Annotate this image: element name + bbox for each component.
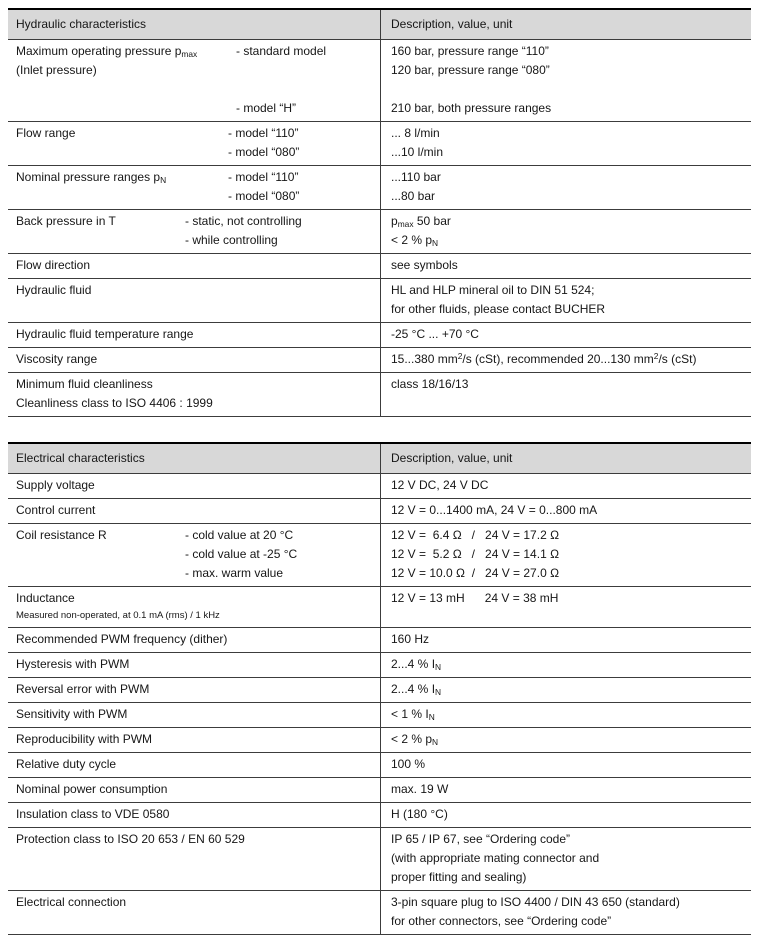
property-text-line: Hysteresis with PWM	[16, 657, 130, 671]
value-cell	[380, 753, 751, 777]
value-text-line: proper fitting and sealing)	[391, 870, 527, 884]
property-text-line: Nominal power consumption	[16, 782, 168, 796]
table-row	[8, 753, 751, 778]
sub-label-line: - model “080”	[228, 145, 300, 159]
property-cell	[8, 778, 380, 802]
sub-label-group	[236, 42, 326, 118]
sub-label-line: - model “H”	[236, 101, 297, 115]
table-row	[8, 348, 751, 373]
property-cell	[8, 210, 380, 253]
value-cell	[380, 828, 751, 890]
value-cell	[380, 210, 751, 253]
property-text-line: Hydraulic fluid temperature range	[16, 327, 194, 341]
property-cell	[8, 753, 380, 777]
property-text-line: Cleanliness class to ISO 4406 : 1999	[16, 396, 213, 410]
value-text-line: 210 bar, both pressure ranges	[391, 101, 552, 115]
property-cell	[8, 348, 380, 372]
property-text-line: Reproducibility with PWM	[16, 732, 153, 746]
value-text-line: max. 19 W	[391, 782, 449, 796]
value-cell	[380, 348, 751, 372]
value-cell	[380, 803, 751, 827]
sub-label-line: - cold value at -25 °C	[185, 547, 298, 561]
table-row	[8, 628, 751, 653]
table-header-property-label: Electrical characteristics	[16, 451, 145, 465]
table-header-value-label: Description, value, unit	[391, 17, 513, 31]
table-header-row	[8, 10, 751, 40]
table-row	[8, 828, 751, 891]
property-cell	[8, 803, 380, 827]
value-text-line: < 1 % $I_N$	[391, 707, 435, 723]
value-text-line: 2...4 % $I_N$	[391, 657, 442, 673]
value-cell	[380, 499, 751, 523]
value-text-line: 12 V = 13 mH 24 V = 38 mH	[391, 591, 559, 605]
table-row	[8, 279, 751, 323]
property-text-line: Hydraulic fluid	[16, 283, 92, 297]
value-text-line: 100 %	[391, 757, 426, 771]
sub-label-line: - cold value at 20 °C	[185, 528, 294, 542]
property-text-line: Nominal pressure ranges $p_N$	[16, 170, 167, 186]
property-text-line: Insulation class to VDE 0580	[16, 807, 170, 821]
table-row	[8, 499, 751, 524]
property-cell	[8, 474, 380, 498]
value-text-line: 12 V = 5.2 Ω / 24 V = 14.1 Ω	[391, 547, 560, 561]
property-text-line: Measured non-operated, at 0.1 mA (rms) / 1 kHz	[16, 610, 220, 621]
value-text-line: ...110 bar	[391, 170, 441, 184]
value-text-line: 160 bar, pressure range “110”	[391, 44, 549, 58]
table-header-value	[380, 10, 751, 39]
value-text-line: $p_{max}$ 50 bar	[391, 214, 451, 230]
property-cell	[8, 524, 380, 586]
property-text-line: (Inlet pressure)	[16, 63, 97, 77]
value-cell	[380, 524, 751, 586]
value-cell	[380, 279, 751, 322]
value-cell	[380, 653, 751, 677]
table-row	[8, 524, 751, 587]
property-text-line: Recommended PWM frequency (dither)	[16, 632, 228, 646]
table-row	[8, 474, 751, 499]
property-text-line: Sensitivity with PWM	[16, 707, 128, 721]
value-cell	[380, 166, 751, 209]
table-header-value-label: Description, value, unit	[391, 451, 513, 465]
table-body	[8, 474, 751, 935]
value-cell	[380, 474, 751, 498]
property-text-line: Viscosity range	[16, 352, 98, 366]
value-cell	[380, 628, 751, 652]
value-text-line: -25 °C ... +70 °C	[391, 327, 479, 341]
table-row	[8, 323, 751, 348]
sub-label-line: - max. warm value	[185, 566, 284, 580]
table-row	[8, 891, 751, 935]
property-cell	[8, 254, 380, 278]
table-header-property	[8, 444, 380, 473]
value-text-line: 160 Hz	[391, 632, 430, 646]
property-cell	[8, 828, 380, 890]
sub-label-group	[185, 526, 297, 583]
sub-label-line: - model “080”	[228, 189, 300, 203]
table-row	[8, 254, 751, 279]
table-row	[8, 803, 751, 828]
value-cell	[380, 703, 751, 727]
property-text-line: Reversal error with PWM	[16, 682, 150, 696]
value-cell	[380, 323, 751, 347]
property-text-line: Flow direction	[16, 258, 91, 272]
sub-label-line	[236, 61, 326, 80]
value-text-line: 3-pin square plug to ISO 4400 / DIN 43 650 (standard)	[391, 895, 680, 909]
property-cell	[8, 653, 380, 677]
table-row	[8, 210, 751, 254]
property-cell	[8, 587, 380, 627]
sub-label-group	[228, 124, 299, 162]
sub-label-line: - standard model	[236, 44, 327, 58]
property-cell	[8, 323, 380, 347]
value-text-line: IP 65 / IP 67, see “Ordering code”	[391, 832, 570, 846]
table-header-property-label: Hydraulic characteristics	[16, 17, 147, 31]
property-text-line: Supply voltage	[16, 478, 95, 492]
table-row	[8, 122, 751, 166]
value-cell	[380, 40, 751, 121]
value-cell	[380, 778, 751, 802]
value-cell	[380, 891, 751, 934]
value-text-line: 120 bar, pressure range “080”	[391, 63, 550, 77]
table-header-row	[8, 444, 751, 474]
value-cell	[380, 678, 751, 702]
table-header-value	[380, 444, 751, 473]
value-text-line: 12 V DC, 24 V DC	[391, 478, 489, 492]
sub-label-line: - while controlling	[185, 233, 278, 247]
value-text-line: (with appropriate mating connector and	[391, 851, 600, 865]
sub-label-group	[185, 212, 302, 250]
sub-label-line: - model “110”	[228, 170, 299, 184]
electrical-characteristics-table	[8, 442, 751, 935]
value-text-line	[391, 80, 747, 99]
property-cell	[8, 891, 380, 934]
value-text-line: < 2 % $p_N$	[391, 233, 439, 249]
property-text-line: Maximum operating pressure $p_{max}$	[16, 44, 198, 60]
property-cell	[8, 678, 380, 702]
hydraulic-characteristics-table	[8, 8, 751, 417]
value-text-line: 12 V = 0...1400 mA, 24 V = 0...800 mA	[391, 503, 598, 517]
property-text-line: Flow range	[16, 126, 76, 140]
table-row	[8, 728, 751, 753]
property-cell	[8, 373, 380, 416]
property-cell	[8, 499, 380, 523]
property-text-line: Control current	[16, 503, 96, 517]
sub-label-group	[228, 168, 299, 206]
value-cell	[380, 587, 751, 627]
value-text-line: class 18/16/13	[391, 377, 469, 391]
table-header-property	[8, 10, 380, 39]
table-row	[8, 587, 751, 628]
property-cell	[8, 279, 380, 322]
table-row	[8, 678, 751, 703]
property-cell	[8, 728, 380, 752]
value-text-line: 15...380 $mm^2/s$ (cSt), recommended 20...130 $mm^2/s$ (cSt)	[391, 351, 697, 366]
value-text-line: for other connectors, see “Ordering code”	[391, 914, 612, 928]
value-text-line: < 2 % $p_N$	[391, 732, 439, 748]
property-text-line: Coil resistance R	[16, 528, 107, 542]
value-text-line: see symbols	[391, 258, 458, 272]
value-text-line: H (180 °C)	[391, 807, 448, 821]
sub-label-line	[236, 80, 326, 99]
property-text-line: Minimum fluid cleanliness	[16, 377, 153, 391]
property-text-line: Back pressure in T	[16, 214, 116, 228]
sub-label-line: - static, not controlling	[185, 214, 302, 228]
value-text-line: ...80 bar	[391, 189, 436, 203]
property-cell	[8, 40, 380, 121]
table-row	[8, 40, 751, 122]
value-cell	[380, 728, 751, 752]
sub-label-line: - model “110”	[228, 126, 299, 140]
value-cell	[380, 254, 751, 278]
property-text-line: Protection class to ISO 20 653 / EN 60 529	[16, 832, 245, 846]
value-cell	[380, 373, 751, 416]
property-cell	[8, 122, 380, 165]
value-text-line: 12 V = 6.4 Ω / 24 V = 17.2 Ω	[391, 528, 560, 542]
table-row	[8, 166, 751, 210]
value-text-line: 2...4 % $I_N$	[391, 682, 442, 698]
property-cell	[8, 703, 380, 727]
value-text-line: for other fluids, please contact BUCHER	[391, 302, 606, 316]
property-cell	[8, 628, 380, 652]
table-row	[8, 778, 751, 803]
property-cell	[8, 166, 380, 209]
value-text-line: ...10 l/min	[391, 145, 444, 159]
value-text-line: HL and HLP mineral oil to DIN 51 524;	[391, 283, 595, 297]
value-text-line: 12 V = 10.0 Ω / 24 V = 27.0 Ω	[391, 566, 560, 580]
property-text-line: Inductance	[16, 591, 75, 605]
table-body	[8, 40, 751, 417]
property-text-line: Relative duty cycle	[16, 757, 117, 771]
property-text-line: Electrical connection	[16, 895, 127, 909]
table-row	[8, 703, 751, 728]
table-row	[8, 653, 751, 678]
table-row	[8, 373, 751, 417]
value-cell	[380, 122, 751, 165]
value-text-line: ... 8 l/min	[391, 126, 440, 140]
